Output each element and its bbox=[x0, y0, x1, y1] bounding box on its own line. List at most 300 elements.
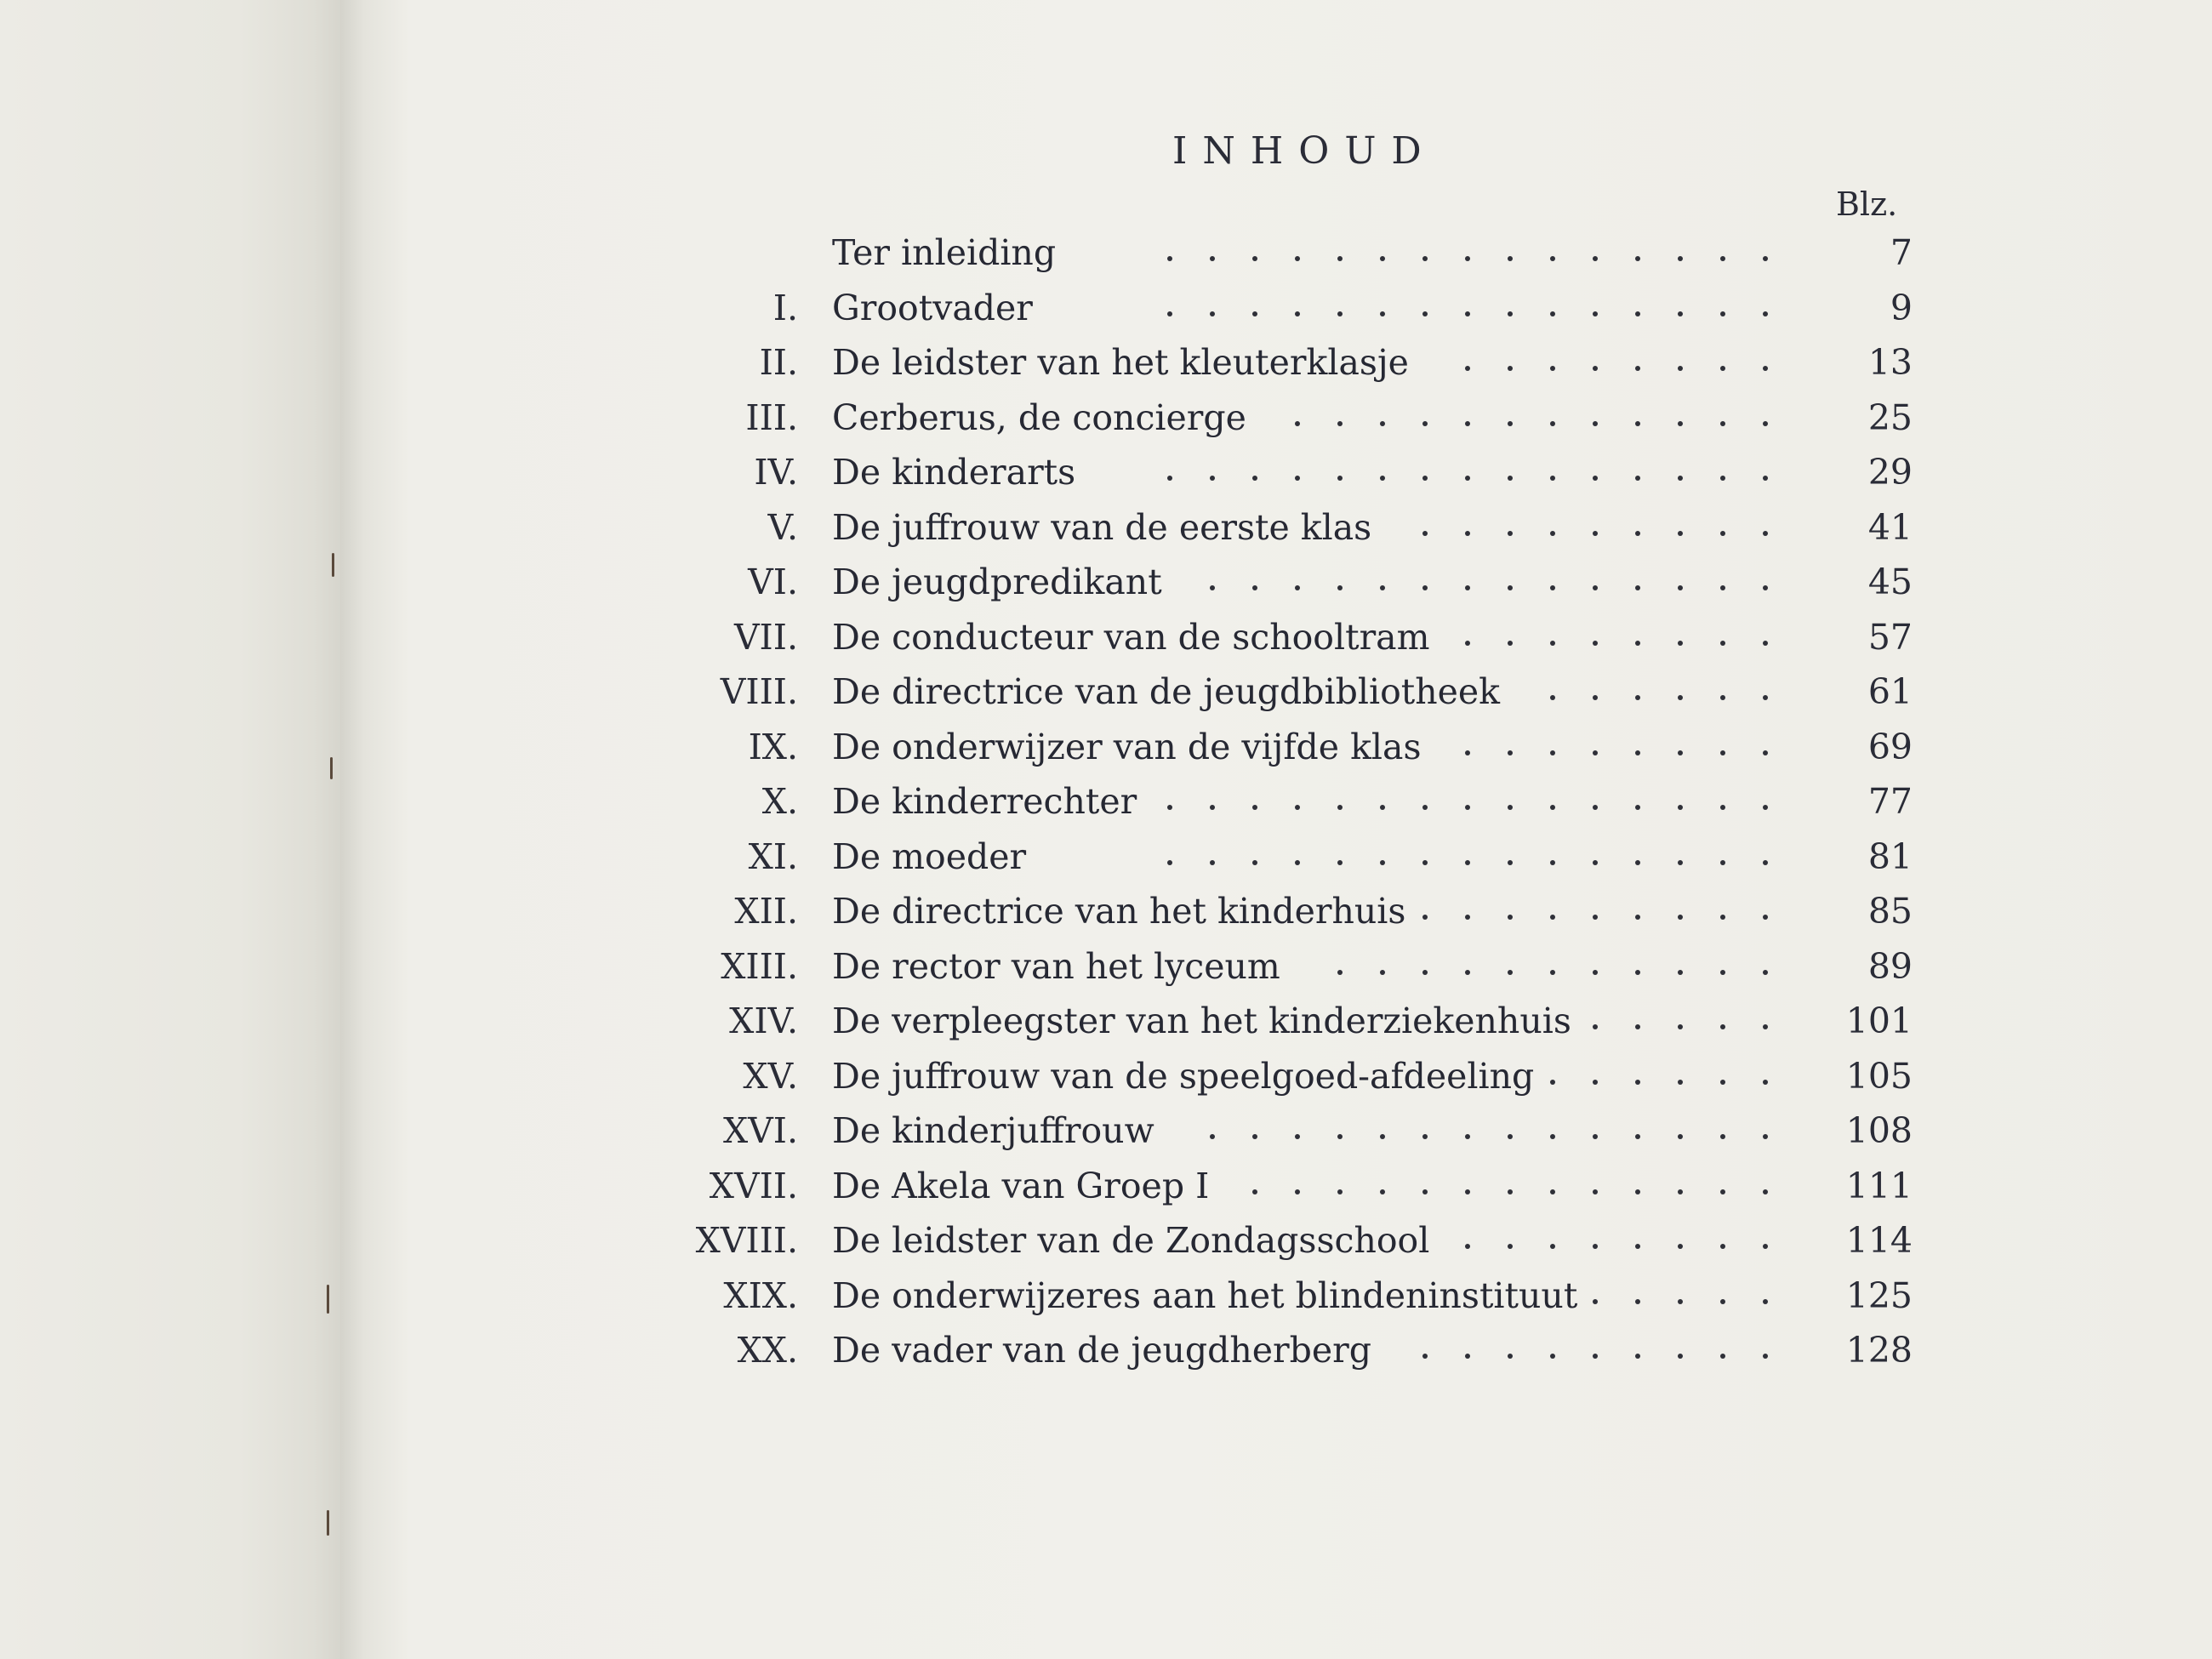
leader-dot bbox=[1550, 915, 1555, 920]
leader-dot bbox=[1763, 366, 1768, 371]
leader-dot bbox=[1635, 1024, 1640, 1029]
page-number: 89 bbox=[1867, 945, 1913, 987]
leader-dot bbox=[1720, 1024, 1725, 1029]
leader-dot bbox=[1465, 1134, 1470, 1139]
leader-dot bbox=[1593, 641, 1598, 646]
toc-entry bbox=[0, 939, 2212, 994]
leader-dot bbox=[1720, 915, 1725, 920]
leader-dot bbox=[1678, 805, 1683, 810]
leader-dot bbox=[1422, 1189, 1428, 1194]
leader-dot bbox=[1720, 750, 1725, 755]
leader-dot bbox=[1635, 311, 1640, 316]
leader-dot bbox=[1465, 805, 1470, 810]
leader-dot bbox=[1210, 585, 1215, 590]
leader-dot bbox=[1422, 1354, 1428, 1359]
leader-dot bbox=[1550, 1080, 1555, 1085]
leader-dot bbox=[1295, 421, 1300, 426]
leader-dot bbox=[1635, 1354, 1640, 1359]
leader-dot bbox=[1422, 476, 1428, 481]
chapter-number: VI. bbox=[748, 562, 798, 602]
page-number: 128 bbox=[1845, 1330, 1913, 1371]
toc-entry bbox=[0, 610, 2212, 664]
leader-dot bbox=[1720, 1354, 1725, 1359]
leader-dot bbox=[1380, 585, 1385, 590]
leader-dot bbox=[1635, 1244, 1640, 1249]
page-number: 114 bbox=[1845, 1220, 1913, 1261]
toc-entry bbox=[0, 500, 2212, 555]
leader-dot bbox=[1720, 366, 1725, 371]
leader-dot bbox=[1337, 421, 1343, 426]
leader-dot bbox=[1550, 531, 1555, 536]
leader-dot bbox=[1678, 366, 1683, 371]
leader-dot bbox=[1678, 1134, 1683, 1139]
leader-dot bbox=[1550, 1134, 1555, 1139]
leader-dot bbox=[1720, 1299, 1725, 1304]
paper-mark bbox=[327, 1510, 329, 1536]
leader-dot bbox=[1422, 421, 1428, 426]
leader-dot bbox=[1252, 1189, 1257, 1194]
page-number: 77 bbox=[1867, 781, 1913, 822]
leader-dot bbox=[1252, 311, 1257, 316]
leader-dot bbox=[1550, 641, 1555, 646]
leader-dot bbox=[1210, 1134, 1215, 1139]
toc-entry bbox=[0, 994, 2212, 1048]
chapter-title: De kinderrechter bbox=[832, 781, 1137, 822]
chapter-title: De kinderarts bbox=[832, 452, 1076, 493]
leader-dot bbox=[1167, 476, 1172, 481]
page-number: 57 bbox=[1867, 616, 1913, 658]
chapter-title: De Akela van Groep I bbox=[832, 1165, 1210, 1206]
leader-dot bbox=[1508, 311, 1513, 316]
leader-dot bbox=[1465, 860, 1470, 865]
leader-dot bbox=[1380, 970, 1385, 975]
leader-dot bbox=[1252, 256, 1257, 261]
leader-dot bbox=[1550, 311, 1555, 316]
leader-dot bbox=[1465, 1354, 1470, 1359]
page-number: 29 bbox=[1867, 452, 1913, 493]
leader-dot bbox=[1593, 970, 1598, 975]
leader-dot bbox=[1678, 970, 1683, 975]
leader-dot bbox=[1678, 915, 1683, 920]
leader-dot bbox=[1720, 1244, 1725, 1249]
leader-dot bbox=[1337, 1134, 1343, 1139]
leader-dot bbox=[1252, 805, 1257, 810]
leader-dot bbox=[1635, 970, 1640, 975]
page-number: 13 bbox=[1867, 342, 1913, 383]
leader-dot bbox=[1295, 311, 1300, 316]
leader-dot bbox=[1337, 805, 1343, 810]
leader-dot bbox=[1465, 585, 1470, 590]
leader-dot bbox=[1678, 256, 1683, 261]
leader-dot bbox=[1422, 256, 1428, 261]
chapter-number: I. bbox=[772, 287, 798, 328]
toc-entry bbox=[0, 1268, 2212, 1323]
leader-dot bbox=[1678, 750, 1683, 755]
leader-dot bbox=[1508, 750, 1513, 755]
chapter-title: De kinderjuffrouw bbox=[832, 1110, 1154, 1151]
leader-dot bbox=[1508, 1134, 1513, 1139]
leader-dot bbox=[1678, 311, 1683, 316]
leader-dot bbox=[1380, 256, 1385, 261]
leader-dot bbox=[1337, 1189, 1343, 1194]
leader-dot bbox=[1593, 531, 1598, 536]
leader-dot bbox=[1380, 476, 1385, 481]
leader-dot bbox=[1422, 805, 1428, 810]
leader-dot bbox=[1593, 1299, 1598, 1304]
chapter-number: XVI. bbox=[722, 1110, 798, 1151]
leader-dot bbox=[1465, 476, 1470, 481]
page-number: 105 bbox=[1845, 1055, 1913, 1097]
leader-dot bbox=[1720, 1080, 1725, 1085]
leader-dot bbox=[1678, 860, 1683, 865]
chapter-number: IX. bbox=[748, 726, 798, 767]
leader-dot bbox=[1380, 311, 1385, 316]
leader-dot bbox=[1635, 476, 1640, 481]
leader-dot bbox=[1763, 1134, 1768, 1139]
toc-entry bbox=[0, 884, 2212, 938]
toc-entry bbox=[0, 830, 2212, 884]
leader-dot bbox=[1763, 695, 1768, 700]
leader-dot bbox=[1763, 805, 1768, 810]
leader-dot bbox=[1252, 1134, 1257, 1139]
leader-dot bbox=[1508, 531, 1513, 536]
leader-dot bbox=[1465, 531, 1470, 536]
page-number: 85 bbox=[1867, 891, 1913, 932]
leader-dot bbox=[1593, 585, 1598, 590]
leader-dot bbox=[1167, 860, 1172, 865]
leader-dot bbox=[1720, 860, 1725, 865]
leader-dot bbox=[1678, 1024, 1683, 1029]
leader-dot bbox=[1678, 641, 1683, 646]
page-number: 108 bbox=[1845, 1110, 1913, 1151]
leader-dot bbox=[1763, 585, 1768, 590]
leader-dot bbox=[1635, 531, 1640, 536]
page-number: 111 bbox=[1845, 1165, 1913, 1206]
leader-dot bbox=[1337, 256, 1343, 261]
leader-dot bbox=[1380, 1189, 1385, 1194]
leader-dot bbox=[1422, 1134, 1428, 1139]
leader-dot bbox=[1593, 1024, 1598, 1029]
leader-dot bbox=[1635, 1134, 1640, 1139]
chapter-number: X. bbox=[761, 781, 798, 822]
chapter-number: XIV. bbox=[729, 1001, 798, 1041]
leader-dot bbox=[1167, 311, 1172, 316]
leader-dot bbox=[1550, 421, 1555, 426]
leader-dot bbox=[1508, 421, 1513, 426]
leader-dot bbox=[1635, 750, 1640, 755]
leader-dot bbox=[1593, 915, 1598, 920]
dot-leader bbox=[0, 281, 2212, 335]
toc-entry bbox=[0, 774, 2212, 829]
leader-dot bbox=[1465, 915, 1470, 920]
leader-dot bbox=[1550, 585, 1555, 590]
toc-entry bbox=[0, 720, 2212, 774]
leader-dot bbox=[1763, 531, 1768, 536]
leader-dot bbox=[1678, 531, 1683, 536]
leader-dot bbox=[1337, 970, 1343, 975]
leader-dot bbox=[1678, 1189, 1683, 1194]
dot-leader bbox=[0, 225, 2212, 280]
leader-dot bbox=[1465, 1189, 1470, 1194]
toc-entry bbox=[0, 555, 2212, 609]
leader-dot bbox=[1550, 750, 1555, 755]
leader-dot bbox=[1337, 476, 1343, 481]
leader-dot bbox=[1763, 476, 1768, 481]
leader-dot bbox=[1763, 1299, 1768, 1304]
leader-dot bbox=[1380, 1134, 1385, 1139]
leader-dot bbox=[1508, 585, 1513, 590]
leader-dot bbox=[1635, 421, 1640, 426]
leader-dot bbox=[1465, 366, 1470, 371]
leader-dot bbox=[1465, 970, 1470, 975]
leader-dot bbox=[1635, 915, 1640, 920]
leader-dot bbox=[1720, 970, 1725, 975]
leader-dot bbox=[1763, 1354, 1768, 1359]
toc-entry bbox=[0, 1103, 2212, 1158]
leader-dot bbox=[1763, 970, 1768, 975]
leader-dot bbox=[1465, 641, 1470, 646]
leader-dot bbox=[1593, 366, 1598, 371]
leader-dot bbox=[1210, 476, 1215, 481]
chapter-number: XVIII. bbox=[695, 1220, 798, 1261]
chapter-title: De rector van het lyceum bbox=[832, 945, 1280, 987]
leader-dot bbox=[1678, 585, 1683, 590]
leader-dot bbox=[1593, 1354, 1598, 1359]
leader-dot bbox=[1635, 1080, 1640, 1085]
chapter-title: De juffrouw van de speelgoed-afdeeling bbox=[832, 1055, 1535, 1097]
leader-dot bbox=[1635, 585, 1640, 590]
toc-entry bbox=[0, 335, 2212, 390]
leader-dot bbox=[1635, 1189, 1640, 1194]
leader-dot bbox=[1508, 805, 1513, 810]
leader-dot bbox=[1720, 531, 1725, 536]
leader-dot bbox=[1550, 860, 1555, 865]
chapter-title: De verpleegster van het kinderziekenhuis bbox=[832, 1001, 1571, 1041]
chapter-number: XIX. bbox=[723, 1274, 798, 1316]
leader-dot bbox=[1380, 860, 1385, 865]
leader-dot bbox=[1720, 476, 1725, 481]
leader-dot bbox=[1720, 641, 1725, 646]
leader-dot bbox=[1210, 256, 1215, 261]
chapter-number: VIII. bbox=[720, 671, 798, 712]
toc-entry bbox=[0, 391, 2212, 445]
chapter-title: De directrice van de jeugdbibliotheek bbox=[832, 671, 1501, 712]
leader-dot bbox=[1593, 476, 1598, 481]
leader-dot bbox=[1295, 860, 1300, 865]
chapter-number: IV. bbox=[754, 452, 798, 493]
leader-dot bbox=[1337, 860, 1343, 865]
leader-dot bbox=[1508, 970, 1513, 975]
leader-dot bbox=[1422, 915, 1428, 920]
leader-dot bbox=[1252, 860, 1257, 865]
leader-dot bbox=[1763, 915, 1768, 920]
leader-dot bbox=[1550, 1354, 1555, 1359]
leader-dot bbox=[1252, 585, 1257, 590]
toc-entry bbox=[0, 445, 2212, 499]
leader-dot bbox=[1593, 311, 1598, 316]
toc-entry bbox=[0, 1159, 2212, 1213]
leader-dot bbox=[1593, 1080, 1598, 1085]
leader-dot bbox=[1593, 421, 1598, 426]
leader-dot bbox=[1678, 695, 1683, 700]
leader-dot bbox=[1678, 1299, 1683, 1304]
leader-dot bbox=[1295, 256, 1300, 261]
leader-dot bbox=[1763, 1024, 1768, 1029]
chapter-number: III. bbox=[745, 396, 798, 438]
leader-dot bbox=[1167, 805, 1172, 810]
toc-entry bbox=[0, 1049, 2212, 1103]
leader-dot bbox=[1508, 1244, 1513, 1249]
leader-dot bbox=[1295, 1189, 1300, 1194]
chapter-title: De directrice van het kinderhuis bbox=[832, 891, 1406, 932]
leader-dot bbox=[1678, 1244, 1683, 1249]
leader-dot bbox=[1295, 805, 1300, 810]
leader-dot bbox=[1295, 1134, 1300, 1139]
leader-dot bbox=[1720, 256, 1725, 261]
chapter-number: XI. bbox=[748, 835, 798, 877]
chapter-title: De onderwijzer van de vijfde klas bbox=[832, 726, 1422, 767]
page-number: 101 bbox=[1845, 1001, 1913, 1041]
chapter-title: De leidster van de Zondagsschool bbox=[832, 1220, 1430, 1261]
page-number: 41 bbox=[1867, 506, 1913, 548]
toc-entry bbox=[0, 664, 2212, 719]
chapter-title: Cerberus, de concierge bbox=[832, 396, 1246, 438]
leader-dot bbox=[1763, 421, 1768, 426]
page-number: 45 bbox=[1867, 562, 1913, 602]
leader-dot bbox=[1678, 421, 1683, 426]
leader-dot bbox=[1508, 641, 1513, 646]
leader-dot bbox=[1422, 311, 1428, 316]
leader-dot bbox=[1508, 476, 1513, 481]
leader-dot bbox=[1635, 805, 1640, 810]
leader-dot bbox=[1593, 1244, 1598, 1249]
leader-dot bbox=[1465, 750, 1470, 755]
leader-dot bbox=[1763, 860, 1768, 865]
leader-dot bbox=[1465, 1244, 1470, 1249]
leader-dot bbox=[1720, 311, 1725, 316]
leader-dot bbox=[1167, 256, 1172, 261]
chapter-title: De moeder bbox=[832, 835, 1027, 877]
toc-entry bbox=[0, 1213, 2212, 1268]
page-column-label: Blz. bbox=[1836, 185, 1898, 223]
chapter-number: XIII. bbox=[721, 945, 798, 987]
leader-dot bbox=[1422, 531, 1428, 536]
page-number: 25 bbox=[1867, 396, 1913, 438]
leader-dot bbox=[1508, 860, 1513, 865]
chapter-title: De leidster van het kleuterklasje bbox=[832, 342, 1409, 383]
leader-dot bbox=[1593, 1134, 1598, 1139]
leader-dot bbox=[1550, 805, 1555, 810]
leader-dot bbox=[1635, 256, 1640, 261]
leader-dot bbox=[1720, 695, 1725, 700]
leader-dot bbox=[1678, 1080, 1683, 1085]
chapter-number: XVII. bbox=[709, 1165, 798, 1206]
leader-dot bbox=[1508, 256, 1513, 261]
leader-dot bbox=[1550, 1189, 1555, 1194]
leader-dot bbox=[1763, 641, 1768, 646]
leader-dot bbox=[1550, 970, 1555, 975]
toc-entry bbox=[0, 225, 2212, 280]
leader-dot bbox=[1422, 970, 1428, 975]
leader-dot bbox=[1635, 1299, 1640, 1304]
chapter-number: XX. bbox=[737, 1330, 798, 1371]
leader-dot bbox=[1550, 1244, 1555, 1249]
leader-dot bbox=[1720, 805, 1725, 810]
leader-dot bbox=[1465, 256, 1470, 261]
leader-dot bbox=[1593, 805, 1598, 810]
leader-dot bbox=[1337, 585, 1343, 590]
leader-dot bbox=[1295, 476, 1300, 481]
leader-dot bbox=[1763, 256, 1768, 261]
chapter-number: V. bbox=[767, 506, 798, 548]
leader-dot bbox=[1508, 366, 1513, 371]
leader-dot bbox=[1508, 915, 1513, 920]
chapter-number: VII. bbox=[733, 616, 798, 658]
page-number: 7 bbox=[1890, 232, 1913, 273]
leader-dot bbox=[1422, 585, 1428, 590]
leader-dot bbox=[1380, 421, 1385, 426]
leader-dot bbox=[1593, 695, 1598, 700]
leader-dot bbox=[1720, 421, 1725, 426]
leader-dot bbox=[1635, 695, 1640, 700]
leader-dot bbox=[1508, 1354, 1513, 1359]
leader-dot bbox=[1295, 585, 1300, 590]
leader-dot bbox=[1678, 476, 1683, 481]
page-number: 9 bbox=[1890, 287, 1913, 328]
leader-dot bbox=[1465, 421, 1470, 426]
chapter-number: II. bbox=[759, 342, 798, 383]
chapter-number: XV. bbox=[743, 1055, 798, 1097]
leader-dot bbox=[1380, 805, 1385, 810]
leader-dot bbox=[1593, 1189, 1598, 1194]
leader-dot bbox=[1550, 366, 1555, 371]
leader-dot bbox=[1720, 585, 1725, 590]
leader-dot bbox=[1593, 750, 1598, 755]
leader-dot bbox=[1593, 860, 1598, 865]
leader-dot bbox=[1763, 1189, 1768, 1194]
page-title: INHOUD bbox=[1172, 129, 1437, 173]
chapter-title: De conducteur van de schooltram bbox=[832, 616, 1430, 658]
toc-entry bbox=[0, 281, 2212, 335]
page-number: 125 bbox=[1845, 1274, 1913, 1316]
leader-dot bbox=[1763, 311, 1768, 316]
leader-dot bbox=[1550, 256, 1555, 261]
leader-dot bbox=[1550, 695, 1555, 700]
leader-dot bbox=[1763, 750, 1768, 755]
leader-dot bbox=[1635, 860, 1640, 865]
leader-dot bbox=[1337, 311, 1343, 316]
page-number: 81 bbox=[1867, 835, 1913, 877]
chapter-title: Grootvader bbox=[832, 287, 1033, 328]
leader-dot bbox=[1763, 1244, 1768, 1249]
chapter-title: De jeugdpredikant bbox=[832, 562, 1162, 602]
leader-dot bbox=[1635, 366, 1640, 371]
chapter-title: Ter inleiding bbox=[832, 232, 1057, 273]
leader-dot bbox=[1422, 860, 1428, 865]
leader-dot bbox=[1635, 641, 1640, 646]
leader-dot bbox=[1720, 1134, 1725, 1139]
chapter-number: XII. bbox=[734, 891, 798, 932]
leader-dot bbox=[1508, 1189, 1513, 1194]
chapter-title: De juffrouw van de eerste klas bbox=[832, 506, 1372, 548]
chapter-title: De onderwijzeres aan het blindeninstituut bbox=[832, 1274, 1578, 1316]
chapter-title: De vader van de jeugdherberg bbox=[832, 1330, 1371, 1371]
leader-dot bbox=[1678, 1354, 1683, 1359]
toc-entry bbox=[0, 1323, 2212, 1377]
leader-dot bbox=[1465, 311, 1470, 316]
page-number: 69 bbox=[1867, 726, 1913, 767]
leader-dot bbox=[1210, 805, 1215, 810]
